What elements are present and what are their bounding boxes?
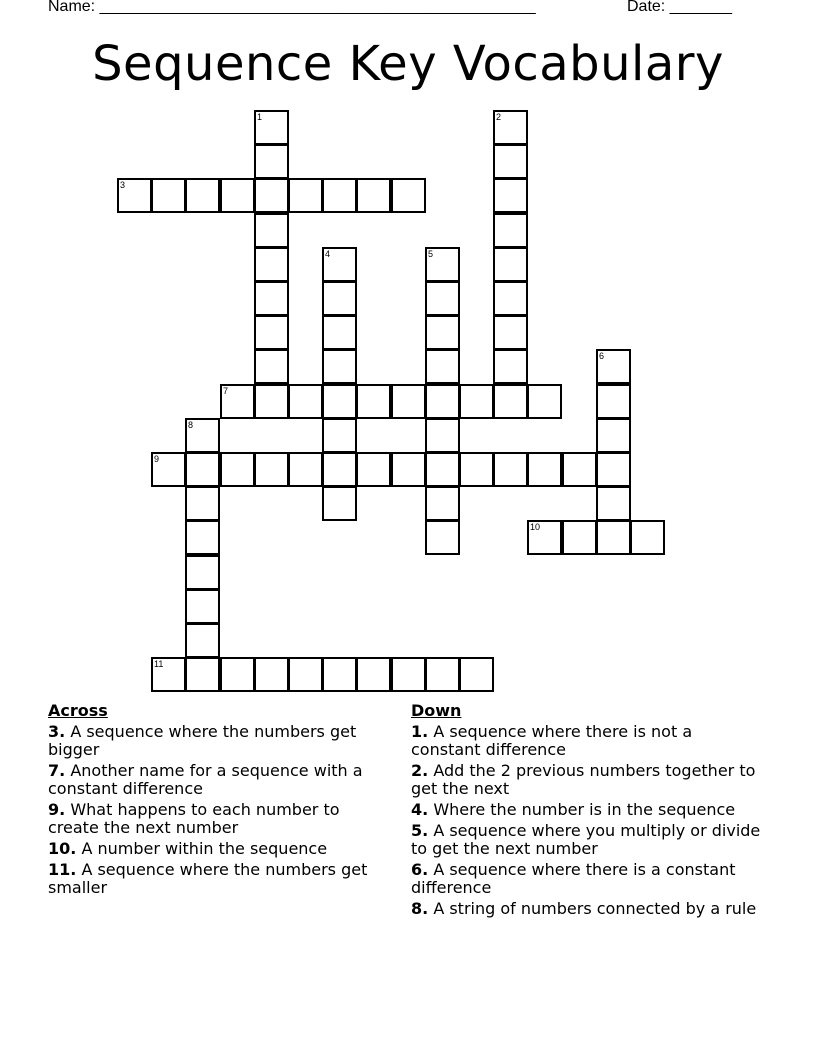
cell-number: 11	[154, 659, 164, 669]
grid-cell[interactable]	[425, 315, 460, 350]
clue-number: 8.	[411, 899, 429, 918]
grid-cell[interactable]	[254, 315, 289, 350]
grid-cell[interactable]	[425, 520, 460, 555]
grid-cell[interactable]	[288, 452, 323, 487]
grid-cell[interactable]	[425, 657, 460, 692]
grid-cell[interactable]	[288, 384, 323, 419]
clue-across-9	[48, 801, 388, 837]
grid-cell[interactable]	[391, 657, 426, 692]
clue-text: A sequence where there is not a constant difference	[411, 722, 693, 759]
grid-cell[interactable]	[459, 657, 494, 692]
grid-cell[interactable]	[254, 213, 289, 248]
grid-cell[interactable]	[356, 178, 391, 213]
clue-number: 4.	[411, 800, 429, 819]
cell-number: 4	[325, 249, 331, 259]
grid-cell[interactable]	[425, 247, 460, 282]
grid-cell[interactable]	[288, 178, 323, 213]
clue-across-10	[48, 840, 388, 858]
clue-text: A sequence where you multiply or divide to get the next number	[411, 821, 761, 858]
grid-cell[interactable]	[254, 452, 289, 487]
grid-cell[interactable]	[425, 486, 460, 521]
clue-text: Where the number is in the sequence	[433, 800, 736, 819]
grid-cell[interactable]	[493, 247, 528, 282]
grid-cell[interactable]	[356, 384, 391, 419]
grid-cell[interactable]	[493, 144, 528, 179]
clue-down-4	[411, 801, 761, 819]
grid-cell[interactable]	[220, 384, 255, 419]
grid-cell[interactable]	[493, 349, 528, 384]
across-heading: Across	[48, 701, 108, 720]
clue-number: 1.	[411, 722, 429, 741]
clue-across-11	[48, 861, 388, 897]
grid-cell[interactable]	[391, 452, 426, 487]
clue-text: A sequence where the numbers get smaller	[48, 860, 368, 897]
clue-across-7	[48, 762, 388, 798]
grid-cell[interactable]	[185, 520, 220, 555]
clue-down-5	[411, 822, 761, 858]
clue-across-3	[48, 723, 388, 759]
grid-cell[interactable]	[220, 178, 255, 213]
grid-cell[interactable]	[254, 349, 289, 384]
grid-cell[interactable]	[254, 281, 289, 316]
grid-cell[interactable]	[322, 452, 357, 487]
grid-cell[interactable]	[562, 452, 597, 487]
clue-down-1	[411, 723, 761, 759]
grid-cell[interactable]	[254, 178, 289, 213]
grid-cell[interactable]	[185, 657, 220, 692]
grid-cell[interactable]	[322, 178, 357, 213]
grid-cell[interactable]	[596, 384, 631, 419]
clue-text: Add the 2 previous numbers together to get the next	[411, 761, 756, 798]
grid-cell[interactable]	[151, 178, 186, 213]
grid-cell[interactable]	[322, 384, 357, 419]
cell-number: 5	[428, 249, 434, 259]
clue-text: Another name for a sequence with a constant difference	[48, 761, 363, 798]
grid-cell[interactable]	[356, 657, 391, 692]
cell-number: 6	[599, 351, 605, 361]
clue-number: 5.	[411, 821, 429, 840]
grid-cell[interactable]	[527, 452, 562, 487]
grid-cell[interactable]	[322, 247, 357, 282]
down-clues	[411, 702, 761, 921]
down-heading: Down	[411, 701, 462, 720]
grid-cell[interactable]	[322, 281, 357, 316]
grid-cell[interactable]	[220, 452, 255, 487]
grid-cell[interactable]	[254, 384, 289, 419]
grid-cell[interactable]	[254, 247, 289, 282]
grid-cell[interactable]	[185, 589, 220, 624]
date-field-label: Date: _______	[627, 0, 732, 15]
grid-cell[interactable]	[322, 349, 357, 384]
grid-cell[interactable]	[322, 486, 357, 521]
grid-cell[interactable]	[322, 418, 357, 453]
grid-cell[interactable]	[254, 657, 289, 692]
clue-down-6	[411, 861, 761, 897]
cell-number: 10	[530, 522, 541, 532]
clue-number: 11.	[48, 860, 77, 879]
grid-cell[interactable]	[185, 452, 220, 487]
across-clues	[48, 702, 388, 900]
grid-cell[interactable]	[356, 452, 391, 487]
grid-cell[interactable]	[151, 657, 186, 692]
grid-cell[interactable]	[630, 520, 665, 555]
page-title: Sequence Key Vocabulary	[92, 36, 724, 92]
clue-down-2	[411, 762, 761, 798]
grid-cell[interactable]	[254, 110, 289, 145]
grid-cell[interactable]	[185, 178, 220, 213]
grid-cell[interactable]	[493, 384, 528, 419]
grid-cell[interactable]	[425, 452, 460, 487]
grid-cell[interactable]	[391, 178, 426, 213]
grid-cell[interactable]	[254, 144, 289, 179]
grid-cell[interactable]	[322, 315, 357, 350]
grid-cell[interactable]	[493, 452, 528, 487]
grid-cell[interactable]	[493, 315, 528, 350]
name-field-label: Name: _________________________________________________	[48, 0, 536, 15]
clue-number: 3.	[48, 722, 66, 741]
grid-cell[interactable]	[493, 110, 528, 145]
clue-number: 2.	[411, 761, 429, 780]
grid-cell[interactable]	[493, 213, 528, 248]
cell-number: 3	[120, 180, 126, 190]
grid-cell[interactable]	[425, 349, 460, 384]
grid-cell[interactable]	[425, 384, 460, 419]
grid-cell[interactable]	[391, 384, 426, 419]
grid-cell[interactable]	[527, 384, 562, 419]
clue-text: A string of numbers connected by a rule	[433, 899, 757, 918]
grid-cell[interactable]	[459, 452, 494, 487]
grid-cell[interactable]	[151, 452, 186, 487]
grid-cell[interactable]	[596, 452, 631, 487]
grid-cell[interactable]	[493, 178, 528, 213]
clue-text: A sequence where there is a constant difference	[411, 860, 736, 897]
clue-text: What happens to each number to create the next number	[48, 800, 340, 837]
clue-text: A number within the sequence	[81, 839, 328, 858]
clue-number: 10.	[48, 839, 77, 858]
grid-cell[interactable]	[596, 349, 631, 384]
clue-text: A sequence where the numbers get bigger	[48, 722, 357, 759]
grid-cell[interactable]	[185, 418, 220, 453]
grid-cell[interactable]	[220, 657, 255, 692]
grid-cell[interactable]	[185, 555, 220, 590]
grid-cell[interactable]	[425, 418, 460, 453]
cell-number: 2	[496, 112, 502, 122]
grid-cell[interactable]	[596, 486, 631, 521]
grid-cell[interactable]	[459, 384, 494, 419]
cell-number: 8	[188, 420, 194, 430]
grid-cell[interactable]	[185, 486, 220, 521]
grid-cell[interactable]	[288, 657, 323, 692]
grid-cell[interactable]	[596, 520, 631, 555]
grid-cell[interactable]	[596, 418, 631, 453]
grid-cell[interactable]	[527, 520, 562, 555]
cell-number: 1	[257, 112, 263, 122]
grid-cell[interactable]	[493, 281, 528, 316]
cell-number: 9	[154, 454, 160, 464]
grid-cell[interactable]	[185, 623, 220, 658]
grid-cell[interactable]	[562, 520, 597, 555]
clue-down-8	[411, 900, 761, 918]
clue-number: 7.	[48, 761, 66, 780]
grid-cell[interactable]	[425, 281, 460, 316]
cell-number: 7	[223, 386, 229, 396]
clue-number: 6.	[411, 860, 429, 879]
clue-number: 9.	[48, 800, 66, 819]
grid-cell[interactable]	[322, 657, 357, 692]
grid-cell[interactable]	[117, 178, 152, 213]
